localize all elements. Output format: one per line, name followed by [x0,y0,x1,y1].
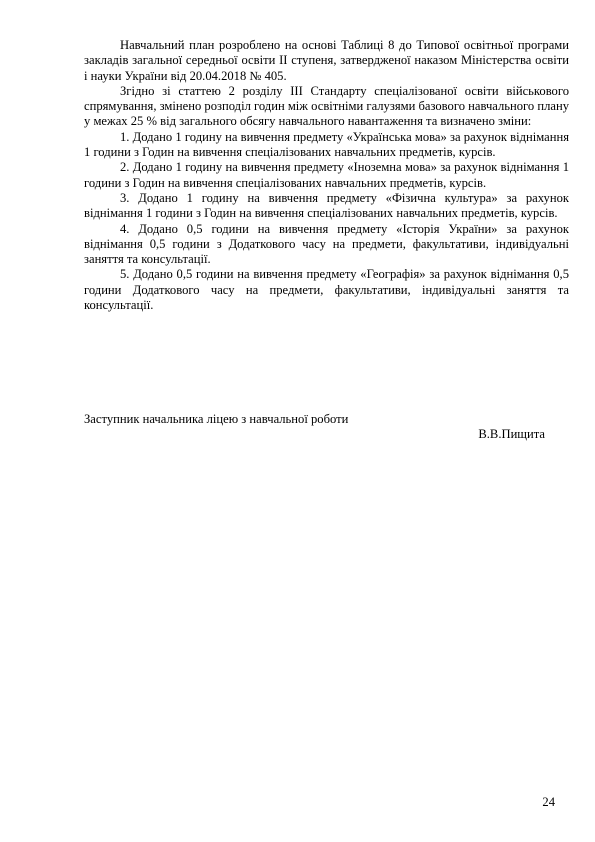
paragraph-intro: Навчальний план розроблено на основі Таблиці 8 до Типової освітньої програми закладів загальної середньої освіти ІІ ступеня, затвердженої наказом Міністерства освіти і науки України від 20.04.2018 № 405. [84,38,569,83]
document-body [84,38,569,313]
signature-role: Заступник начальника ліцею з навчальної роботи [84,412,349,426]
page-number: 24 [542,795,555,809]
signature-block [84,412,569,443]
list-item-4: 4. Додано 0,5 години на вивчення предмету «Історія України» за рахунок віднімання 0,5 години з Додаткового часу на предмети, факультативи, індивідуальні заняття та консультації. [84,221,569,267]
paragraph-standard: Згідно зі статтею 2 розділу ІІІ Стандарту спеціалізованої освіти військового спрямування, змінено розподіл годин між освітніми галузями базового навчального плану у межах 25 % від загального обсягу навчального навантаження та визначено зміни: [84,83,569,129]
list-item-3: 3. Додано 1 годину на вивчення предмету «Фізична культура» за рахунок віднімання 1 години з Годин на вивчення спеціалізованих навчальних предметів, курсів. [84,190,569,221]
list-item-1: 1. Додано 1 годину на вивчення предмету «Українська мова» за рахунок віднімання 1 години з Годин на вивчення спеціалізованих навчальних предметів, курсів. [84,129,569,160]
list-item-5: 5. Додано 0,5 години на вивчення предмету «Географія» за рахунок віднімання 0,5 години Додаткового часу на предмети, факультативи, індивідуальні заняття та консультації. [84,267,569,313]
signature-name: В.В.Пищита [478,427,545,442]
list-item-2: 2. Додано 1 годину на вивчення предмету «Іноземна мова» за рахунок віднімання 1 години з Годин на вивчення спеціалізованих навчальних предметів, курсів. [84,160,569,190]
